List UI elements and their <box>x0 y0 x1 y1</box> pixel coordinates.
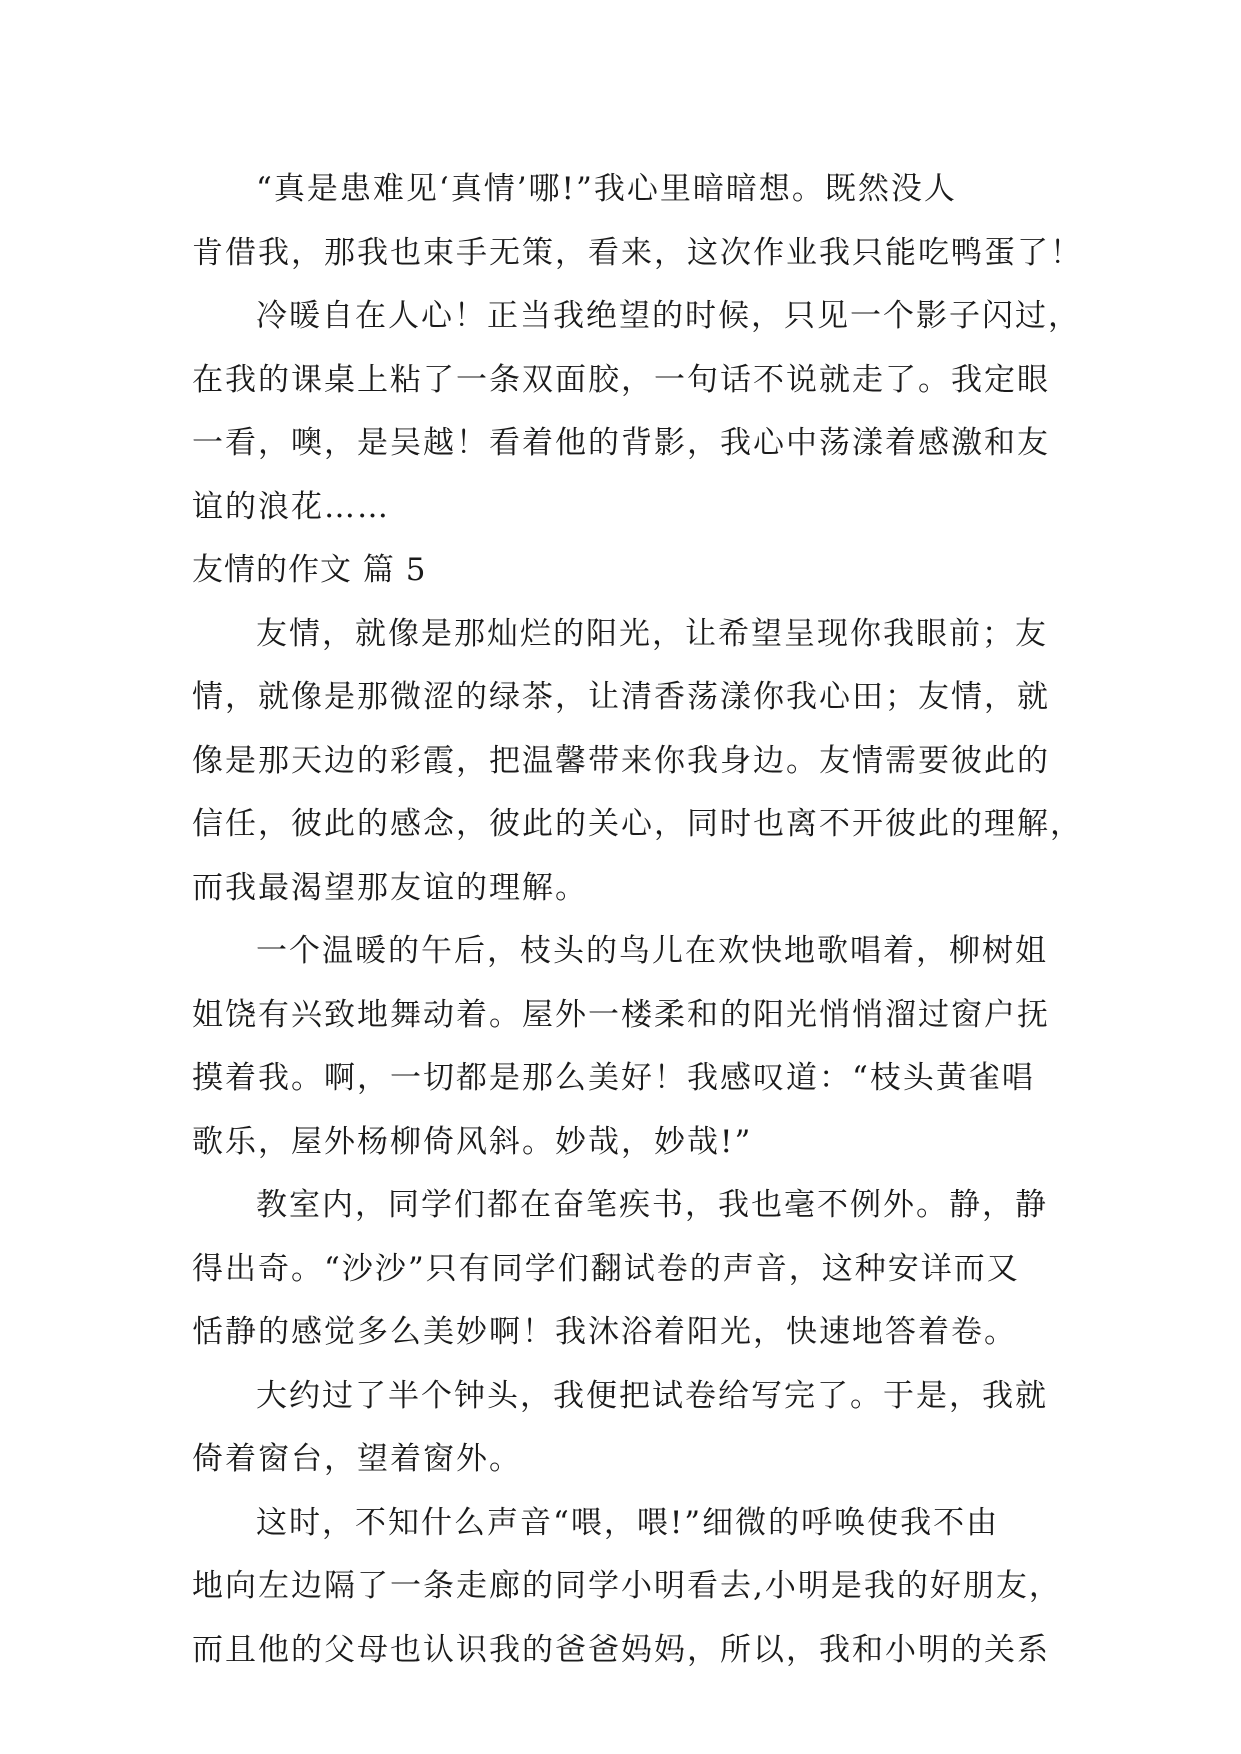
paragraph-line: 谊的浪花…… <box>192 488 390 525</box>
paragraph-line: 倚着窗台，望着窗外。 <box>192 1441 522 1477</box>
document-body <box>192 158 1083 1682</box>
paragraph-line: 得出奇。“沙沙”只有同学们翻试卷的声音，这种安详而又 <box>192 1250 1020 1287</box>
paragraph-line: 歌乐，屋外杨柳倚风斜。妙哉，妙哉!” <box>192 1123 753 1160</box>
paragraph-line: 大约过了半个钟头，我便把试卷给写完了。于是，我就 <box>256 1377 1048 1414</box>
paragraph-line: 冷暖自在人心！正当我绝望的时候，只见一个影子闪过， <box>256 298 1081 334</box>
paragraph-line: 摸着我。啊，一切都是那么美好！我感叹道：“枝头黄雀唱 <box>192 1060 1035 1096</box>
paragraph-line: 肯借我，那我也束手无策，看来，这次作业我只能吃鸭蛋了！ <box>192 234 1083 271</box>
paragraph-line: 一个温暖的午后，枝头的鸟儿在欢快地歌唱着，柳树姐 <box>256 933 1048 969</box>
paragraph-line: 友情，就像是那灿烂的阳光，让希望呈现你我眼前；友 <box>256 615 1048 652</box>
paragraph-line: 恬静的感觉多么美妙啊！我沐浴着阳光，快速地答着卷。 <box>192 1314 1017 1350</box>
paragraph-line: 教室内，同学们都在奋笔疾书，我也毫不例外。静，静 <box>256 1187 1048 1223</box>
paragraph-line: 像是那天边的彩霞，把温馨带来你我身边。友情需要彼此的 <box>192 742 1050 779</box>
paragraph-line: 这时，不知什么声音“喂，喂!”细微的呼唤使我不由 <box>256 1504 1000 1541</box>
paragraph-line: 而且他的父母也认识我的爸爸妈妈，所以，我和小明的关系 <box>192 1631 1050 1668</box>
paragraph-line: 一看，噢，是吴越！看着他的背影，我心中荡漾着感激和友 <box>192 425 1050 461</box>
paragraph-line: 在我的课桌上粘了一条双面胶，一句话不说就走了。我定眼 <box>192 361 1050 398</box>
paragraph-line: 姐饶有兴致地舞动着。屋外一楼柔和的阳光悄悄溜过窗户抚 <box>192 996 1050 1033</box>
section-heading: 友情的作文 篇 5 <box>192 552 427 588</box>
paragraph-line: 信任，彼此的感念，彼此的关心，同时也离不开彼此的理解， <box>192 806 1083 842</box>
paragraph-line: “真是患难见‘真情’哪!”我心里暗暗想。既然没人 <box>256 171 957 207</box>
paragraph-line: 情，就像是那微涩的绿茶，让清香荡漾你我心田；友情，就 <box>192 679 1050 715</box>
paragraph-line: 地向左边隔了一条走廊的同学小明看去,小明是我的好朋友， <box>192 1568 1062 1604</box>
paragraph-line: 而我最渴望那友谊的理解。 <box>192 869 588 906</box>
